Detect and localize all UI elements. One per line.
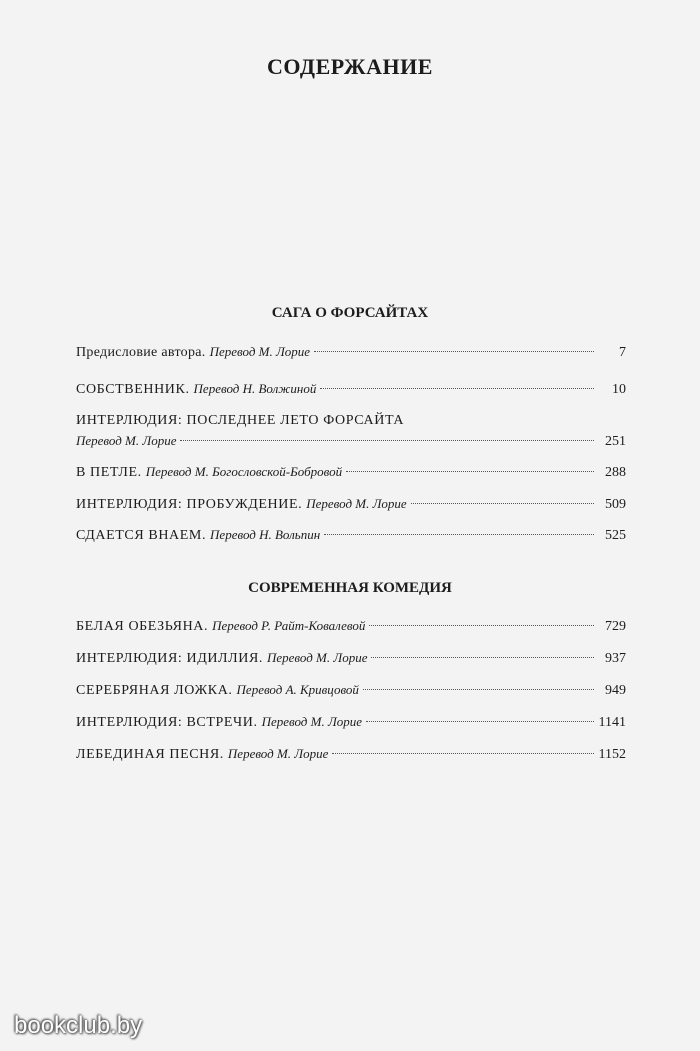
entry-page: 1152	[598, 747, 626, 762]
entry-translator: Перевод М. Лорие	[261, 714, 363, 729]
entry-page: 288	[605, 465, 626, 480]
toc-entry	[76, 379, 626, 400]
entry-translator: Перевод М. Лорие	[267, 650, 368, 665]
entry-page: 251	[605, 434, 626, 449]
toc-entry	[76, 616, 626, 637]
dot-leader	[320, 388, 594, 389]
entry-translator: Перевод Н. Вольпин	[210, 527, 321, 542]
entry-name: БЕЛАЯ ОБЕЗЬЯНА.	[76, 619, 209, 634]
dot-leader	[332, 753, 594, 754]
toc-entry	[76, 342, 626, 363]
entry-page: 729	[605, 619, 626, 634]
dot-leader	[371, 657, 594, 658]
toc-entry	[76, 431, 626, 452]
section-title-saga: САГА О ФОРСАЙТАХ	[271, 305, 429, 321]
entry-page: 937	[605, 651, 626, 666]
entry-translator: Перевод М. Лорие	[227, 746, 329, 761]
entry-page: 525	[605, 528, 626, 543]
section-title-comedy: СОВРЕМЕННАЯ КОМЕДИЯ	[248, 580, 452, 596]
entry-name: ИНТЕРЛЮДИЯ: ИДИЛЛИЯ.	[76, 651, 263, 666]
entry-page: 509	[605, 497, 626, 512]
dot-leader	[346, 471, 594, 472]
entry-translator: Перевод Р. Райт-Ковалевой	[212, 618, 366, 633]
dot-leader	[314, 351, 594, 352]
entry-name: ИНТЕРЛЮДИЯ: ВСТРЕЧИ.	[76, 715, 258, 730]
toc-entry	[76, 680, 626, 701]
toc-entry	[76, 494, 626, 515]
entry-name: ИНТЕРЛЮДИЯ: ПОСЛЕДНЕЕ ЛЕТО ФОРСАЙТА	[76, 413, 405, 428]
entry-page: 949	[605, 683, 626, 698]
entry-name: СДАЕТСЯ ВНАЕМ.	[76, 528, 207, 543]
entry-translator: Перевод М. Лорие	[209, 344, 311, 359]
toc-entry	[76, 712, 626, 733]
toc-entry	[76, 648, 626, 669]
entry-name: В ПЕТЛЕ.	[76, 465, 142, 480]
toc-entry	[76, 462, 626, 483]
dot-leader	[324, 534, 594, 535]
watermark: bookclub.by	[14, 1012, 143, 1039]
entry-name: Предисловие автора.	[76, 345, 206, 360]
entry-name: СОБСТВЕННИК.	[76, 382, 190, 397]
page-title: СОДЕРЖАНИЕ	[267, 54, 433, 79]
entry-translator: Перевод М. Лорие	[76, 433, 177, 448]
entry-page: 1141	[598, 715, 626, 730]
entry-page: 7	[619, 345, 626, 360]
entry-translator: Перевод М. Лорие	[306, 496, 407, 511]
dot-leader	[363, 689, 594, 690]
entry-name: СЕРЕБРЯНАЯ ЛОЖКА.	[76, 683, 233, 698]
entry-translator: Перевод Н. Волжиной	[193, 381, 317, 396]
toc-entry-title-line	[76, 411, 626, 431]
dot-leader	[366, 721, 594, 722]
entry-name: ЛЕБЕДИНАЯ ПЕСНЯ.	[76, 747, 224, 762]
entry-translator: Перевод А. Кривцовой	[236, 682, 359, 697]
toc-entry	[76, 525, 626, 546]
dot-leader	[411, 503, 594, 504]
dot-leader	[180, 440, 594, 441]
entry-translator: Перевод М. Богословской-Бобровой	[145, 464, 343, 479]
entry-name: ИНТЕРЛЮДИЯ: ПРОБУЖДЕНИЕ.	[76, 497, 303, 512]
dot-leader	[369, 625, 594, 626]
entry-page: 10	[612, 382, 626, 397]
toc-entry	[76, 744, 626, 765]
